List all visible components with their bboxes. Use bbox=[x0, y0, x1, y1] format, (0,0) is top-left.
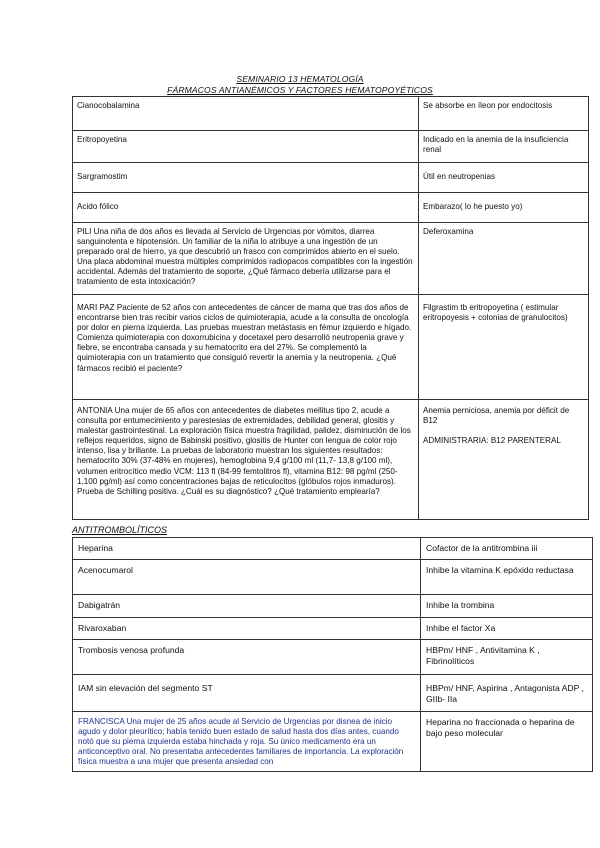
antianemic-table bbox=[72, 96, 589, 520]
antithrombotic-table bbox=[72, 537, 593, 772]
table-row bbox=[73, 640, 593, 675]
table-row bbox=[73, 193, 589, 223]
note-cell: Se absorbe en íleon por endocitosis bbox=[419, 97, 589, 131]
table-row bbox=[73, 560, 593, 595]
case-cell bbox=[73, 712, 421, 772]
document-subtitle: FÁRMACOS ANTIANÉMICOS Y FACTORES HEMATOPOYÉTICOS bbox=[167, 85, 433, 95]
table-row bbox=[73, 712, 593, 772]
note-cell: Inhibe la vitamina K epóxido reductasa bbox=[421, 560, 593, 595]
case-cell bbox=[73, 400, 419, 520]
note-cell: Embarazo( lo he puesto yo) bbox=[419, 193, 589, 223]
drug-cell: Acido fólico bbox=[73, 193, 419, 223]
note-cell: Inhibe el factor Xa bbox=[421, 618, 593, 640]
answer-cell: Filgrastim tb eritropoyetina ( estimular eritropoyesis + colonias de granulocitos) bbox=[419, 295, 589, 400]
answer-cell: Deferoxamina bbox=[419, 223, 589, 295]
table-row bbox=[73, 618, 593, 640]
drug-cell: Sargramostim bbox=[73, 163, 419, 193]
case-cell bbox=[73, 295, 419, 400]
drug-cell: Trombosis venosa profunda bbox=[73, 640, 421, 675]
drug-cell: Rivaroxaban bbox=[73, 618, 421, 640]
table-row bbox=[73, 400, 589, 520]
case-text: Una mujer de 65 años con antecedentes de diabetes mellitus tipo 2, acude a consulta por entumecimiento y parestesias de extremidades, debilidad general, glositis y malestar gastrointestinal. La exploración física muestra fragilidad, palidez, disminución de los reflejos requeridos, signo de Babinski positivo, glositis de Hunter con lengua de color rojo intenso, lisa y brillante. La pruebas de laboratorio muestran los siguientes resultados: hematocrito 30% (37-48% en mujeres), hemoglobina 9,4 g/100 ml (11,7- 13,8 g/100 ml), volumen eritrocítico medio VCM: 113 fl (84-99 femtolitros fl), vitamina B12: 98 pg/ml (250-1.100 pg/ml) así como concentraciones bajas de reticulocitos (glóbulos rojos inmaduros). Prueba de Schilling positiva. ¿Cuál es su diagnóstico? ¿Qué tratamiento emplearía? bbox=[77, 406, 411, 496]
case-text: Una niña de dos años es llevada al Servicio de Urgencias por vómitos, diarrea sanguinolenta e hipotensión. Un familiar de la niña lo atribuye a una ingestión de un preparado oral de hierro, ya que descubrió un frasco con comprimidos abierto en el suelo. Una placa abdominal muestra múltiples comprimidos radiopacos compatibles con la ingestión accidental. Además del tratamiento de soporte, ¿Qué fármaco debería utilizarse para el tratamiento de esta intoxicación? bbox=[77, 227, 413, 287]
table-row bbox=[73, 295, 589, 400]
drug-cell: IAM sin elevación del segmento ST bbox=[73, 675, 421, 712]
case-name: ANTONIA bbox=[77, 406, 113, 415]
document-title: SEMINARIO 13 HEMATOLOGÍA bbox=[236, 74, 364, 84]
case-name: PILI bbox=[77, 227, 92, 236]
table-row bbox=[73, 595, 593, 618]
answer-cell: Heparina no fraccionada o heparina de bajo peso molecular bbox=[421, 712, 593, 772]
section-title: ANTITROMBOLÍTICOS bbox=[72, 525, 168, 535]
drug-cell: Dabigatrán bbox=[73, 595, 421, 618]
answer-cell bbox=[419, 400, 589, 520]
note-cell: HBPm/ HNF, Aspirina , Antagonista ADP , GIIb- IIa bbox=[421, 675, 593, 712]
drug-cell: Eritropoyetina bbox=[73, 131, 419, 163]
drug-cell: Acenocumarol bbox=[73, 560, 421, 595]
drug-cell: Heparina bbox=[73, 538, 421, 560]
case-name: MARI PAZ bbox=[77, 303, 115, 312]
table-row bbox=[73, 538, 593, 560]
table-row bbox=[73, 223, 589, 295]
note-cell: Indicado en la anemia de la insuficiencia renal bbox=[419, 131, 589, 163]
drug-cell: Cianocobalamina bbox=[73, 97, 419, 131]
answer-text: Anemia perniciosa, anemia por déficit de B12 bbox=[423, 406, 570, 426]
table-row bbox=[73, 131, 589, 163]
answer-text-2: ADMINISTRARIA: B12 PARENTERAL bbox=[423, 436, 561, 446]
table-row bbox=[73, 97, 589, 131]
note-cell: HBPm/ HNF , Antivitamina K , Fibrinolíticos bbox=[421, 640, 593, 675]
case-cell bbox=[73, 223, 419, 295]
table-row bbox=[73, 675, 593, 712]
table-row bbox=[73, 163, 589, 193]
case-text: Una mujer de 25 años acude al Servicio de Urgencias por disnea de inicio agudo y dolor pleurítico; había tenido buen estado de salud hasta dos días antes, cuando notó que su pierna izquierda estaba hinchada y roja. Su único medicamento era un anticonceptivo oral. No presentaba antecedentes familiares de importancia. La exploración física muestra a una mujer que presenta ansiedad con bbox=[78, 717, 404, 767]
case-name: FRANCISCA bbox=[78, 717, 125, 726]
note-cell: Cofactor de la antitrombina iii bbox=[421, 538, 593, 560]
note-cell: Inhibe la trombina bbox=[421, 595, 593, 618]
case-text: Paciente de 52 años con antecedentes de cáncer de mama que tras dos años de encontrarse bien tras recibir varios ciclos de quimioterapia, acude a la consulta de oncología por dolor en pierna izquierda. Las pruebas muestran metástasis en fémur izquierdo e hígado. Comienza quimioterapia con doxorrubicina y docetaxel pero desarrolló neutropenia grave y fiebre, se encontraba cansada y su hematocrito era del 27%. Se complementó la quimioterapia con un tratamiento que consiguió revertir la anemia y la neutropenia. ¿Qué fármacos recibió el paciente? bbox=[77, 303, 412, 373]
note-cell: Útil en neutropenias bbox=[419, 163, 589, 193]
